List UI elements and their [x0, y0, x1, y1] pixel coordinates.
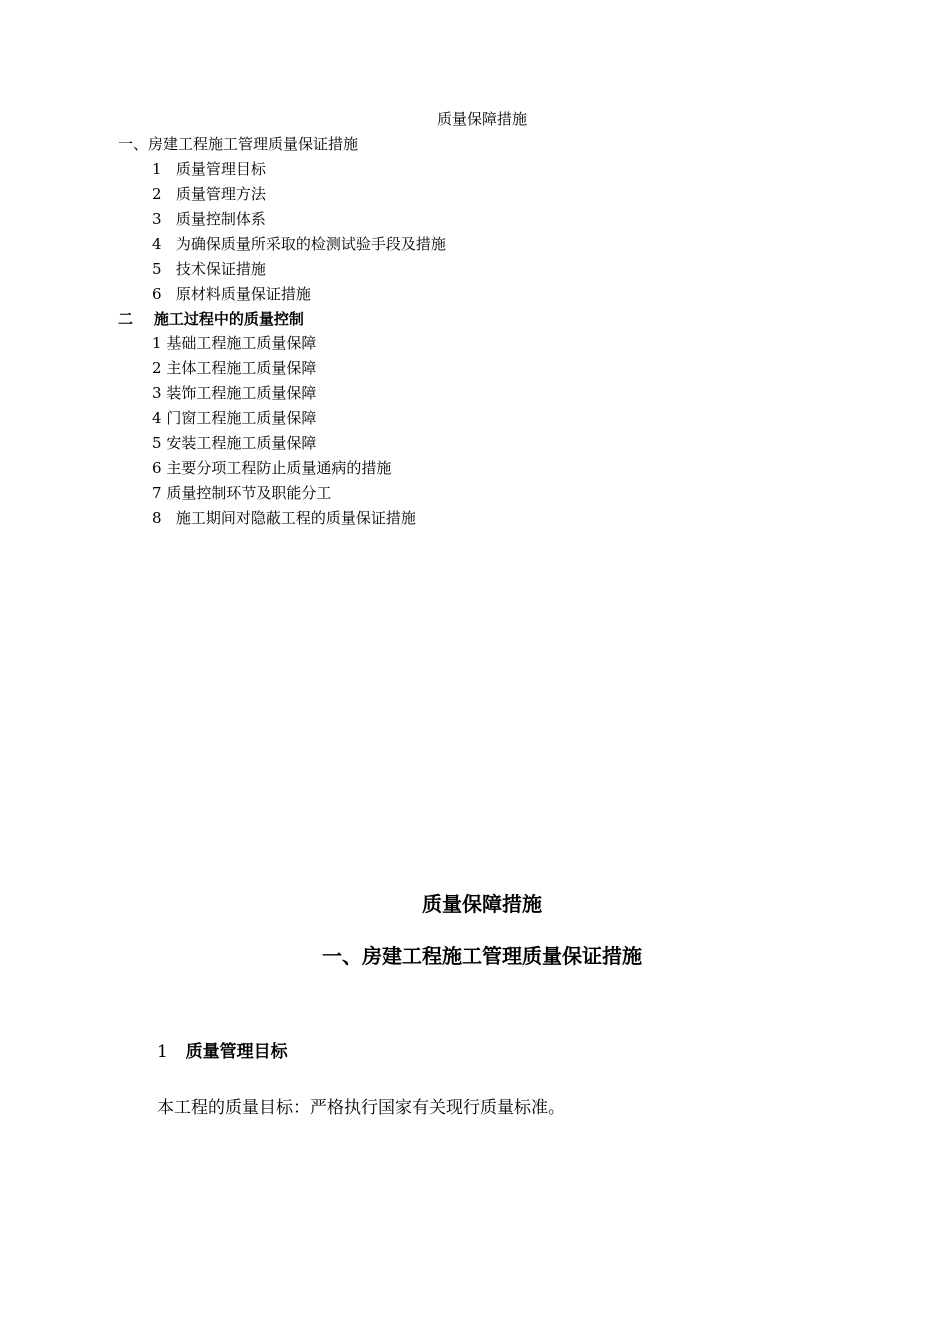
toc-section-2-number: 二 — [118, 310, 134, 328]
toc-item-number: 6 — [152, 459, 162, 477]
toc-item — [152, 158, 266, 180]
toc-item-label: 质量管理目标 — [175, 160, 266, 178]
toc-item — [152, 258, 266, 280]
toc-item-number: 5 — [152, 260, 162, 278]
toc-item-label: 主体工程施工质量保障 — [166, 359, 317, 377]
toc-item-label: 基础工程施工质量保障 — [166, 334, 317, 352]
toc-item-number: 3 — [152, 210, 162, 228]
toc-item — [152, 357, 316, 379]
toc-item — [152, 432, 316, 454]
toc-item — [152, 283, 311, 305]
toc-title: 质量保障措施 — [436, 110, 527, 128]
toc-item-number: 1 — [152, 160, 162, 178]
subsection-label: 质量管理目标 — [185, 1042, 288, 1062]
toc-section-1-heading: 一、房建工程施工管理质量保证措施 — [118, 135, 359, 153]
toc-item-label: 质量控制环节及职能分工 — [166, 484, 332, 502]
toc-item-number: 2 — [152, 359, 162, 377]
section-title: 一、房建工程施工管理质量保证措施 — [322, 944, 642, 968]
toc-item-label: 门窗工程施工质量保障 — [166, 409, 317, 427]
toc-item-number: 8 — [152, 509, 162, 527]
toc-item — [152, 382, 316, 404]
toc-item-number: 3 — [152, 384, 162, 402]
toc-item-number: 1 — [152, 334, 162, 352]
toc-item-number: 4 — [152, 409, 162, 427]
document-title: 质量保障措施 — [422, 892, 542, 916]
toc-item-label: 施工期间对隐蔽工程的质量保证措施 — [175, 509, 416, 527]
toc-item-number: 7 — [152, 484, 162, 502]
toc-item-label: 原材料质量保证措施 — [175, 285, 311, 303]
toc-section-2-label: 施工过程中的质量控制 — [153, 310, 304, 328]
toc-item-number: 4 — [152, 235, 162, 253]
toc-item — [152, 332, 316, 354]
body-paragraph: 本工程的质量目标：严格执行国家有关现行质量标准。 — [157, 1098, 565, 1118]
toc-item-label: 技术保证措施 — [175, 260, 266, 278]
toc-item — [152, 183, 266, 205]
subsection-number: 1 — [157, 1042, 168, 1062]
toc-item-label: 主要分项工程防止质量通病的措施 — [166, 459, 392, 477]
toc-item-label: 质量控制体系 — [175, 210, 266, 228]
toc-item-label: 质量管理方法 — [175, 185, 266, 203]
toc-item-number: 6 — [152, 285, 162, 303]
toc-item-number: 2 — [152, 185, 162, 203]
toc-item — [152, 208, 266, 230]
toc-item — [152, 507, 416, 529]
toc-item — [152, 407, 316, 429]
toc-item-number: 5 — [152, 434, 162, 452]
toc-item-label: 安装工程施工质量保障 — [166, 434, 317, 452]
subsection-heading — [157, 1040, 288, 1064]
toc-item — [152, 457, 391, 479]
toc-item-label: 装饰工程施工质量保障 — [166, 384, 317, 402]
toc-item-label: 为确保质量所采取的检测试验手段及措施 — [175, 235, 446, 253]
toc-section-2-heading — [118, 308, 304, 330]
toc-item — [152, 482, 331, 504]
toc-item — [152, 233, 446, 255]
